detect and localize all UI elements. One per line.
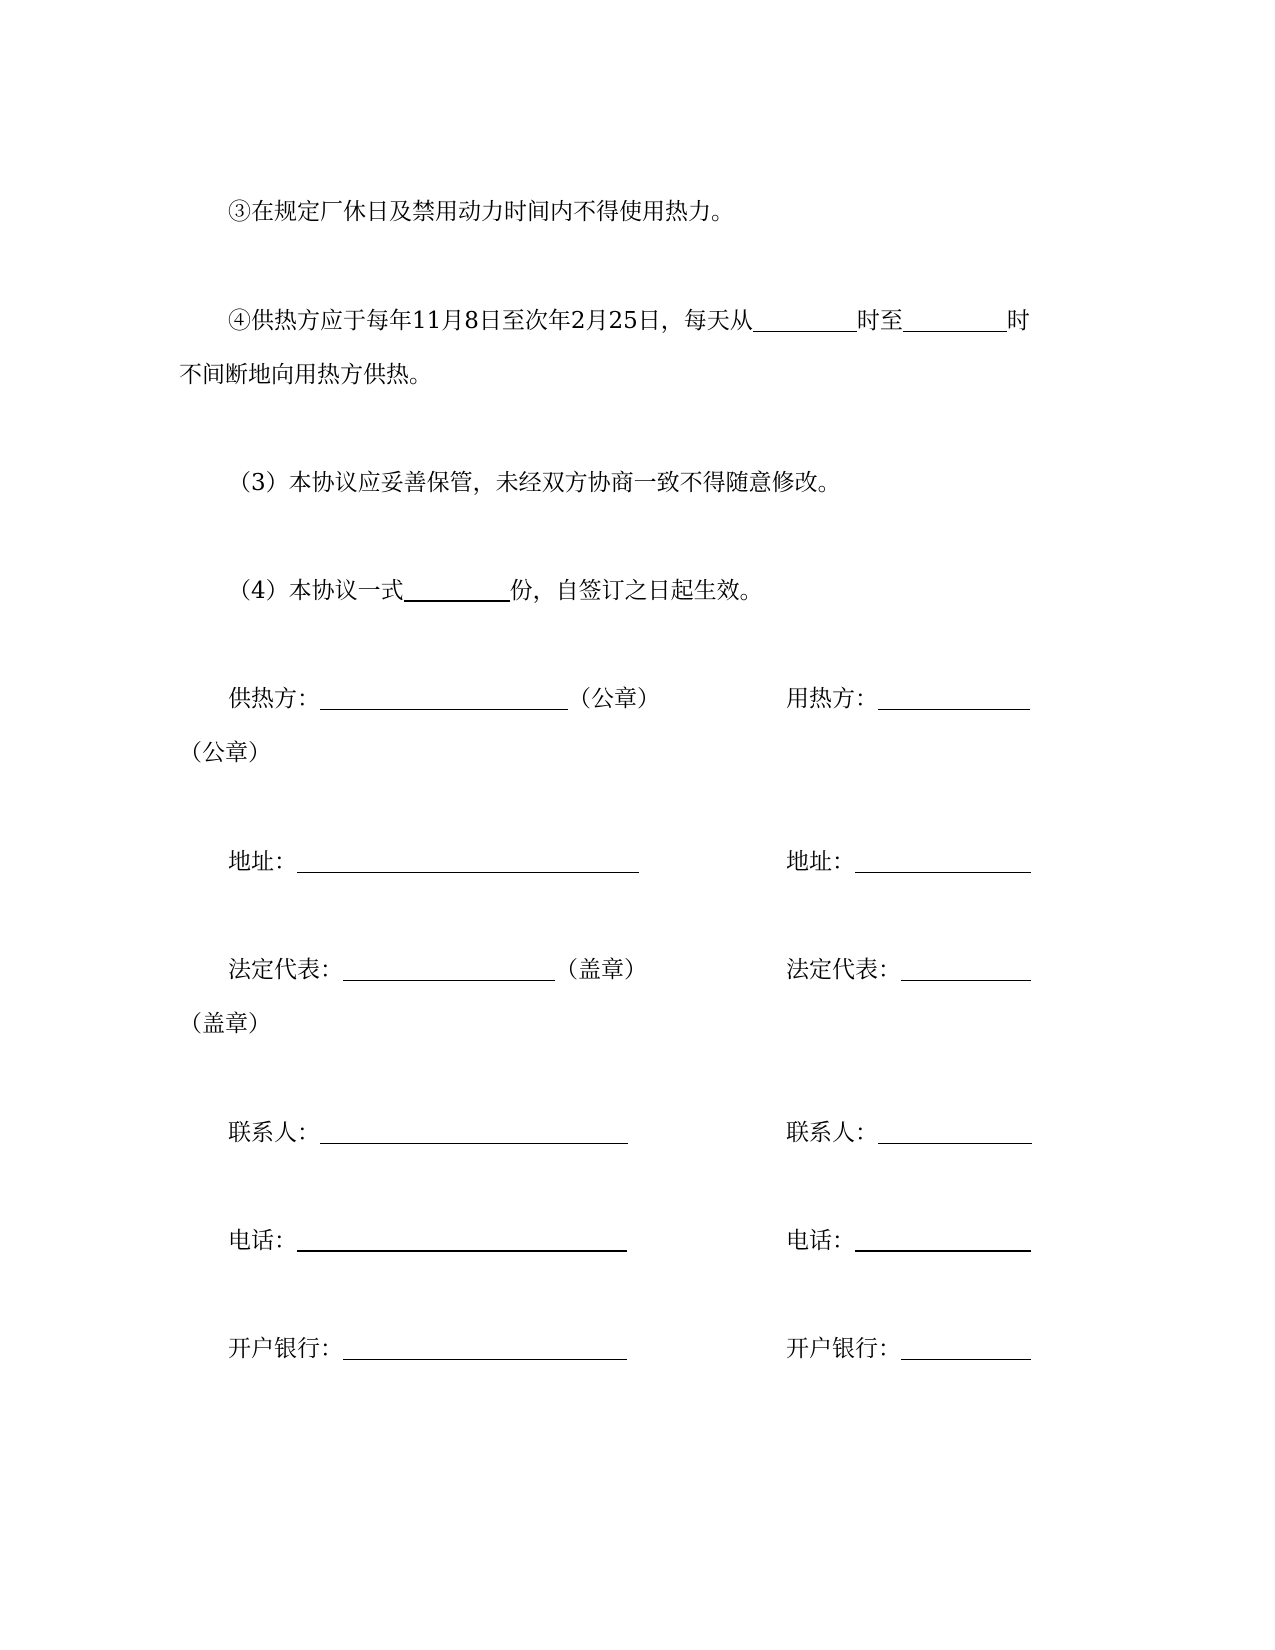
- bank-row-left: [228, 1338, 627, 1361]
- bank-label-left: 开户银行：: [228, 1336, 343, 1362]
- contact-label-right: 联系人：: [786, 1120, 878, 1146]
- clause-item-4-continuation: [179, 364, 432, 387]
- contact-row-left: [228, 1122, 628, 1145]
- user-name-row: [786, 688, 1030, 711]
- phone-blank-right[interactable]: [855, 1249, 1031, 1252]
- user-seal-label: （公章）: [179, 740, 271, 766]
- user-name-blank[interactable]: [878, 708, 1030, 710]
- supplier-label: 供热方：: [228, 686, 320, 712]
- paragraph-4-text-end: 份，自签订之日起生效。: [509, 578, 763, 604]
- clause-item-4-text-end: 时: [1006, 308, 1030, 334]
- phone-blank-left[interactable]: [297, 1249, 627, 1252]
- contact-blank-left[interactable]: [320, 1142, 628, 1144]
- start-hour-blank[interactable]: [753, 330, 857, 332]
- clause-item-3-text: ③在规定厂休日及禁用动力时间内不得使用热力。: [228, 199, 734, 225]
- address-label-right: 地址：: [786, 849, 855, 875]
- legal-rep-label-left: 法定代表：: [228, 957, 343, 983]
- paragraph-3: [228, 472, 841, 495]
- legal-rep-row-left: [228, 959, 647, 982]
- contact-label-left: 联系人：: [228, 1120, 320, 1146]
- legal-rep-label-right: 法定代表：: [786, 957, 901, 983]
- contact-blank-right[interactable]: [878, 1142, 1032, 1144]
- legal-rep-seal-row: [179, 1013, 271, 1036]
- legal-rep-blank-left[interactable]: [343, 979, 555, 981]
- clause-item-4-text-start: ④供热方应于每年11月8日至次年2月25日，每天从: [228, 308, 753, 334]
- copies-count-blank[interactable]: [404, 599, 510, 602]
- clause-item-4-text-middle: 时至: [856, 308, 903, 334]
- user-seal-row: [179, 742, 271, 765]
- paragraph-4: [228, 580, 763, 603]
- user-label: 用热方：: [786, 686, 878, 712]
- paragraph-3-text: （3）本协议应妥善保管，未经双方协商一致不得随意修改。: [228, 470, 841, 496]
- bank-blank-right[interactable]: [901, 1358, 1031, 1360]
- address-row-left: [228, 851, 639, 874]
- legal-rep-row-right: [786, 959, 1031, 982]
- phone-label-left: 电话：: [228, 1228, 297, 1254]
- legal-rep-seal-left: （盖章）: [555, 957, 647, 983]
- clause-item-4-line2-text: 不间断地向用热方供热。: [179, 362, 432, 388]
- supplier-name-row: [228, 688, 660, 711]
- bank-label-right: 开户银行：: [786, 1336, 901, 1362]
- legal-rep-blank-right[interactable]: [901, 979, 1031, 981]
- clause-item-4: [228, 310, 1030, 333]
- address-row-right: [786, 851, 1031, 874]
- address-blank-right[interactable]: [855, 871, 1031, 873]
- phone-row-right: [786, 1230, 1031, 1253]
- bank-blank-left[interactable]: [343, 1358, 627, 1360]
- end-hour-blank[interactable]: [903, 330, 1007, 332]
- contact-row-right: [786, 1122, 1032, 1145]
- address-blank-left[interactable]: [297, 871, 639, 873]
- phone-row-left: [228, 1230, 627, 1253]
- legal-rep-seal-right: （盖章）: [179, 1011, 271, 1037]
- supplier-seal-label: （公章）: [568, 686, 660, 712]
- supplier-name-blank[interactable]: [320, 708, 568, 710]
- address-label-left: 地址：: [228, 849, 297, 875]
- paragraph-4-text-start: （4）本协议一式: [228, 578, 404, 604]
- bank-row-right: [786, 1338, 1031, 1361]
- phone-label-right: 电话：: [786, 1228, 855, 1254]
- clause-item-3: [228, 201, 734, 224]
